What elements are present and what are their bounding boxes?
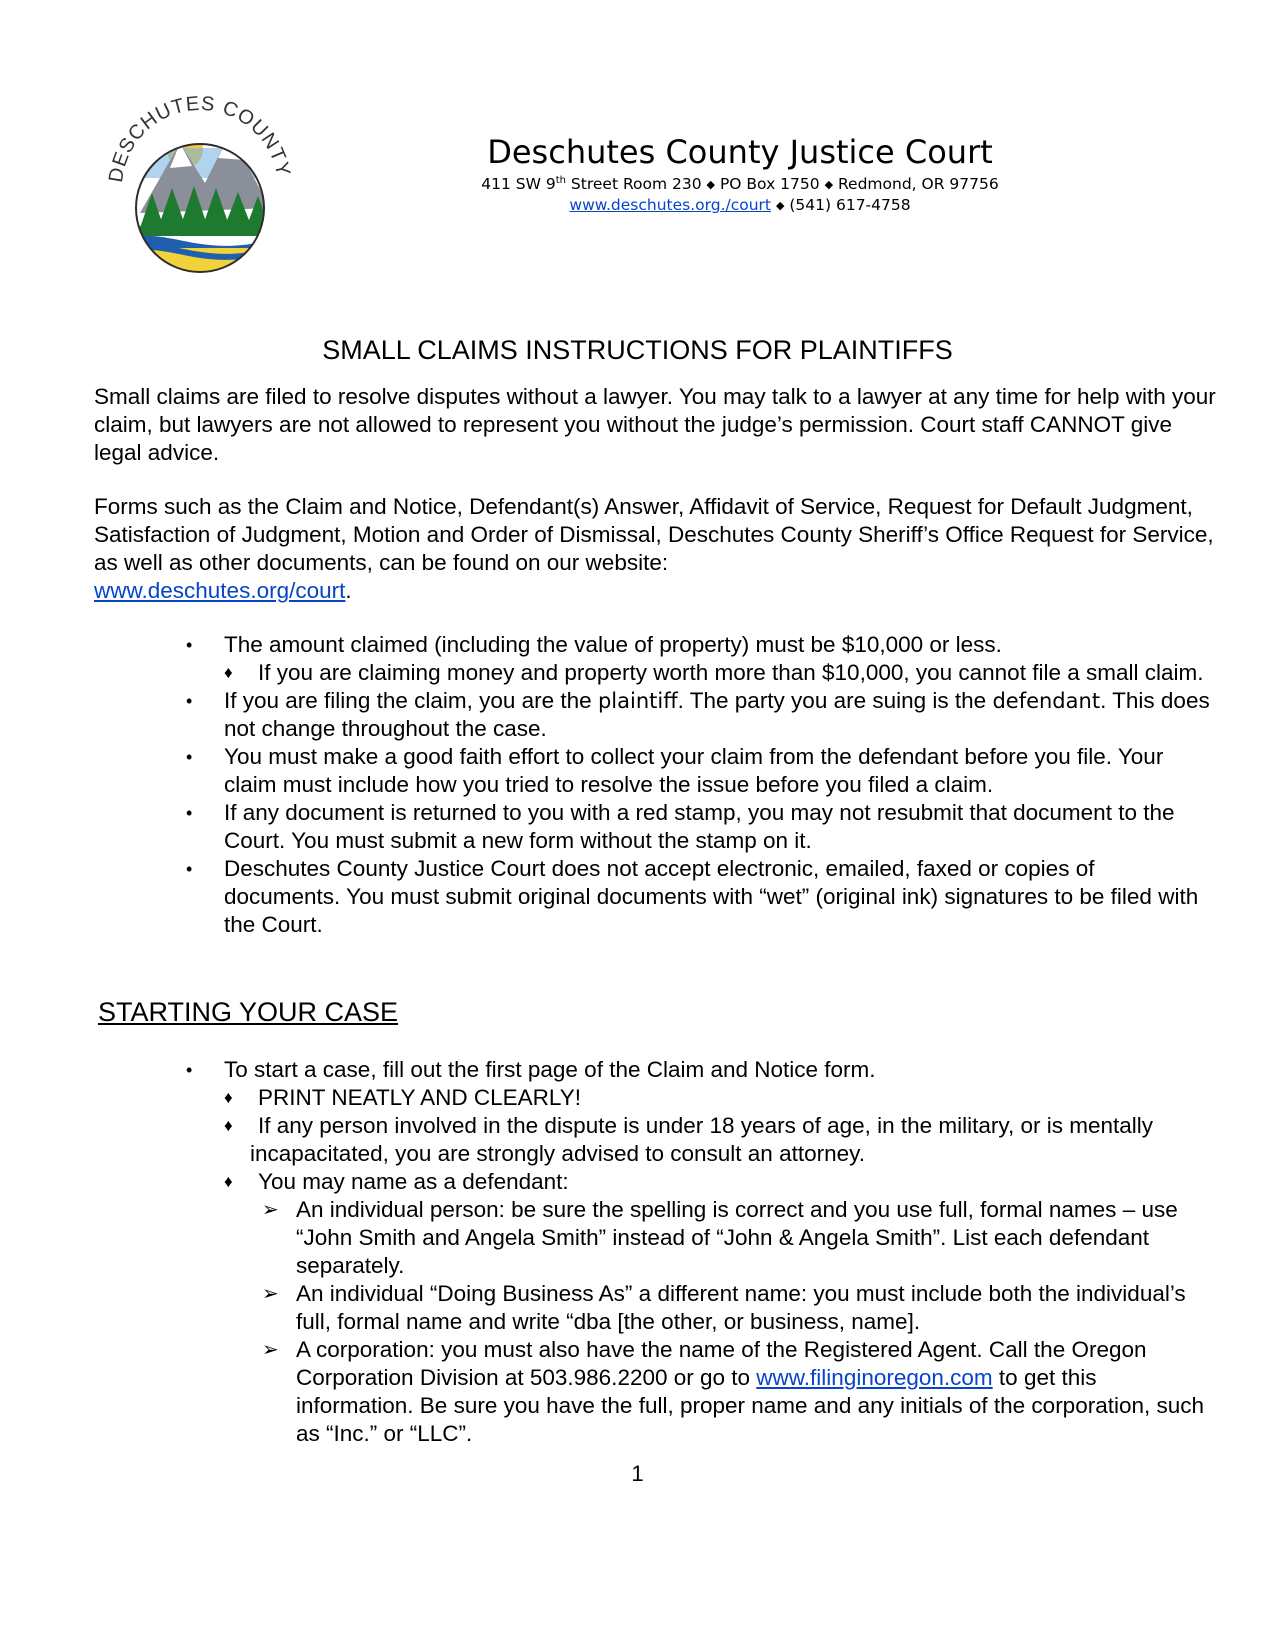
website-link[interactable]: www.deschutes.org/court — [94, 578, 346, 603]
list-item: ➢ A corporation: you must also have the name of the Registered Agent. Call the Oregon Corporation Division at 503.986.2200 or go to www.filinginoregon.com to get this information. Be sure you have the full, proper name and any initials of the corporation, such as “Inc.” or “LLC”. — [262, 1337, 1205, 1446]
court-phone: (541) 617-4758 — [789, 196, 911, 215]
list-item: • Deschutes County Justice Court does not accept electronic, emailed, faxed or copies of documents. You must submit original documents with “wet” (original ink) signatures to be filed with the Court. — [186, 856, 1199, 937]
court-name: Deschutes County Justice Court — [487, 133, 993, 171]
arrow-bullet-icon: ➢ — [262, 1283, 279, 1305]
bullet-icon: • — [186, 803, 193, 823]
deschutes-county-logo — [100, 88, 300, 278]
list-item: • You must make a good faith effort to collect your claim from the defendant before you file. Your claim must include how you tried to resolve the issue before you filed a claim. — [186, 744, 1164, 797]
list-item: ♦ You may name as a defendant: — [224, 1169, 569, 1194]
svg-text:DESCHUTES COUNTY: DESCHUTES COUNTY — [104, 92, 295, 184]
bullet-icon: • — [186, 691, 193, 711]
list-item: ➢ An individual person: be sure the spelling is correct and you use full, formal names – use “John Smith and Angela Smith” instead of “John & Angela Smith”. List each defendant separately. — [262, 1197, 1178, 1278]
court-website-link[interactable]: www.deschutes.org./court — [569, 196, 772, 215]
court-header — [440, 133, 1040, 216]
bullet-icon: • — [186, 859, 193, 879]
list-item: ♦ If any person involved in the dispute is under 18 years of age, in the military, or is mentally incapacitated, you are strongly advised to consult an attorney. — [224, 1113, 1154, 1166]
intro-paragraph-1: Small claims are filed to resolve disputes without a lawyer. You may talk to a lawyer at any time for help with your claim, but lawyers are not allowed to represent you without the judge’s permission. Court staff CANNOT give legal advice. — [94, 384, 1216, 465]
diamond-bullet-icon: ♦ — [224, 663, 233, 682]
list-item: • To start a case, fill out the first page of the Claim and Notice form. — [186, 1057, 876, 1082]
diamond-bullet-icon: ♦ — [224, 1172, 233, 1191]
page-number: 1 — [631, 1461, 644, 1486]
list-item: • If any document is returned to you with a red stamp, you may not resubmit that document to the Court. You must submit a new form without the stamp on it. — [186, 800, 1175, 853]
court-contact: www.deschutes.org./court ◆ (541) 617-4758 — [569, 196, 911, 215]
filing-oregon-link[interactable]: www.filinginoregon.com — [756, 1365, 993, 1390]
list-item: ➢ An individual “Doing Business As” a different name: you must include both the individual’s full, formal name and write “dba [the other, or business, name]. — [262, 1281, 1186, 1334]
document-title: SMALL CLAIMS INSTRUCTIONS FOR PLAINTIFFS — [322, 335, 953, 365]
arrow-bullet-icon: ➢ — [262, 1339, 279, 1361]
diamond-bullet-icon: ♦ — [224, 1088, 233, 1107]
section-heading: STARTING YOUR CASE — [98, 997, 399, 1027]
list-item: ♦ PRINT NEATLY AND CLEARLY! — [224, 1085, 582, 1110]
list-item: • The amount claimed (including the value of property) must be $10,000 or less. — [186, 632, 1002, 657]
diamond-bullet-icon: ♦ — [224, 1116, 233, 1135]
intro-paragraph-2: Forms such as the Claim and Notice, Defendant(s) Answer, Affidavit of Service, Request for Default Judgment, Satisfaction of Judgment, Motion and Order of Dismissal, Deschutes County Sheriff’s Office Request for Service, as well as other documents, can be found on our website: www.deschutes.org/court. — [94, 494, 1214, 603]
bullet-icon: • — [186, 1060, 193, 1080]
bullet-icon: • — [186, 747, 193, 767]
list-item: ♦ If you are claiming money and property worth more than $10,000, you cannot file a small claim. — [224, 660, 1204, 685]
arrow-bullet-icon: ➢ — [262, 1199, 279, 1221]
rules-list — [0, 631, 1275, 939]
list-item: • If you are filing the claim, you are the plaintiff. The party you are suing is the defendant. This does not change throughout the case. — [186, 688, 1210, 741]
court-address: 411 SW 9th Street Room 230 ◆ PO Box 1750 ◆ Redmond, OR 97756 — [481, 175, 999, 194]
starting-case-list — [0, 1056, 1275, 1448]
bullet-icon: • — [186, 635, 193, 655]
